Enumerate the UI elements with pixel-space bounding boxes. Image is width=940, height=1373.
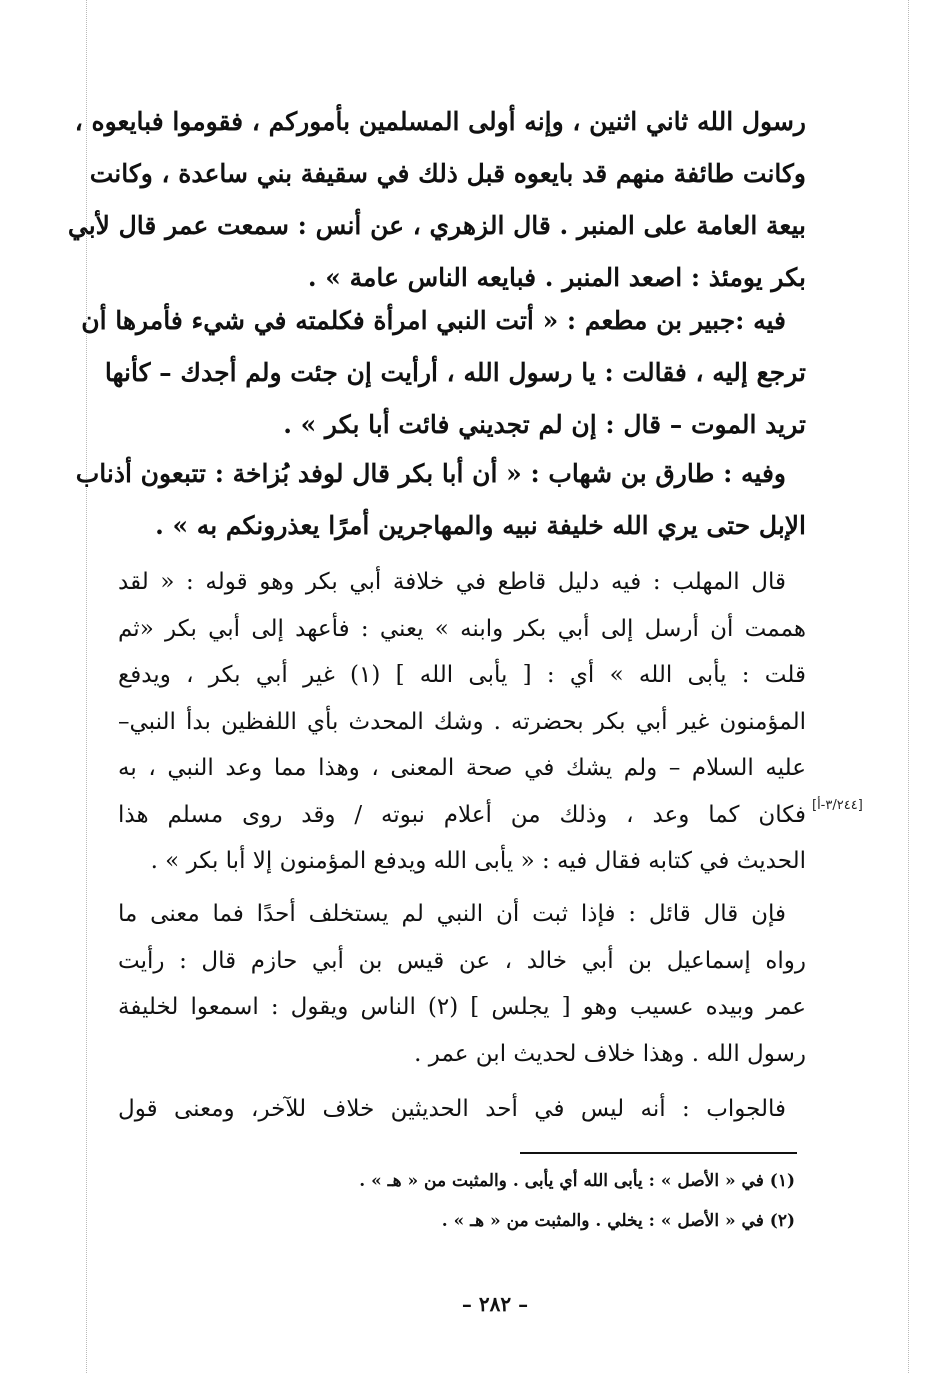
paragraph-4 bbox=[118, 559, 806, 885]
text-line: عمر وبيده عسيب وهو [ يجلس ] (٢) الناس ويقول : اسمعوا لخليفة bbox=[118, 994, 806, 1020]
text-line: فيه :جبير بن مطعم : « أتت النبي امرأة فكلمته في شيء فأمرها أن bbox=[81, 306, 786, 335]
text-line: ترجع إليه ، فقالت : يا رسول الله ، أرأيت إن جئت ولم أجدك – كأنها bbox=[104, 358, 806, 387]
right-page-edge bbox=[908, 0, 909, 1373]
paragraph-2 bbox=[81, 295, 806, 451]
text-line: فالجواب : أنه ليس في أحد الحديثين خلاف للآخر، ومعنى قول bbox=[118, 1096, 786, 1122]
text-line: بكر يومئذ : اصعد المنبر . فبايعه الناس عامة » . bbox=[307, 263, 806, 292]
margin-manuscript-reference: [٣/٢٤٤-أ] bbox=[812, 798, 863, 813]
text-line: وفيه : طارق بن شهاب : « أن أبا بكر قال لوفد بُزاخة : تتبعون أذناب bbox=[75, 459, 786, 488]
text-line: رسول الله . وهذا خلاف لحديث ابن عمر . bbox=[414, 1040, 806, 1067]
paragraph-5 bbox=[118, 891, 806, 1077]
paragraph-1 bbox=[67, 96, 806, 304]
text-line: بيعة العامة على المنبر . قال الزهري ، عن أنس : سمعت عمر قال لأبي bbox=[67, 211, 806, 240]
text-line: المؤمنون غير أبي بكر بحضرته . وشك المحدث بأي اللفظين بدأ النبي– bbox=[118, 708, 806, 735]
text-line: الحديث في كتابه فقال فيه : « يأبى الله ويدفع المؤمنون إلا أبا بكر » . bbox=[150, 848, 806, 874]
text-line: فكان كما وعد ، وذلك من أعلام نبوته / وقد روى مسلم هذا bbox=[118, 801, 806, 828]
page-number: – ٢٨٢ – bbox=[461, 1292, 529, 1316]
text-line: رسول الله ثاني اثنين ، وإنه أولى المسلمين بأموركم ، فقوموا فبايعوه ، bbox=[74, 107, 806, 136]
text-line: وكانت طائفة منهم قد بايعوه قبل ذلك في سقيفة بني ساعدة ، وكانت bbox=[89, 159, 806, 188]
text-line: فإن قال قائل : فإذا ثبت أن النبي لم يستخلف أحدًا فما معنى ما bbox=[118, 901, 786, 927]
footnote-2: (٢) في « الأصل » : يخلي . والمثبت من « هـ » . bbox=[441, 1211, 795, 1231]
footnote-separator bbox=[520, 1152, 797, 1154]
paragraph-3 bbox=[75, 448, 806, 552]
text-line: عليه السلام – ولم يشك في صحة المعنى ، وهذا مما وعد النبي ، به bbox=[118, 755, 806, 781]
paragraph-6 bbox=[118, 1086, 806, 1133]
text-line: قلت : يأبى الله » أي : [ يأبى الله ] (١) غير أبي بكر ، ويدفع bbox=[118, 662, 806, 688]
text-line: تريد الموت – قال : إن لم تجديني فائت أبا بكر » . bbox=[283, 410, 806, 439]
text-line: الإبل حتى يري الله خليفة نبيه والمهاجرين أمرًا يعذرونكم به » . bbox=[155, 511, 806, 540]
text-line: قال المهلب : فيه دليل قاطع في خلافة أبي بكر وهو قوله : « لقد bbox=[118, 569, 786, 595]
text-line: رواه إسماعيل بن أبي خالد ، عن قيس بن أبي حازم قال : رأيت bbox=[118, 947, 806, 974]
footnote-1: (١) في « الأصل » : يأبى الله أي يأبى . والمثبت من « هـ » . bbox=[359, 1171, 795, 1191]
text-line: هممت أن أرسل إلى أبي بكر وابنه » يعني : فأعهد إلى أبي بكر «ثم bbox=[118, 615, 806, 642]
